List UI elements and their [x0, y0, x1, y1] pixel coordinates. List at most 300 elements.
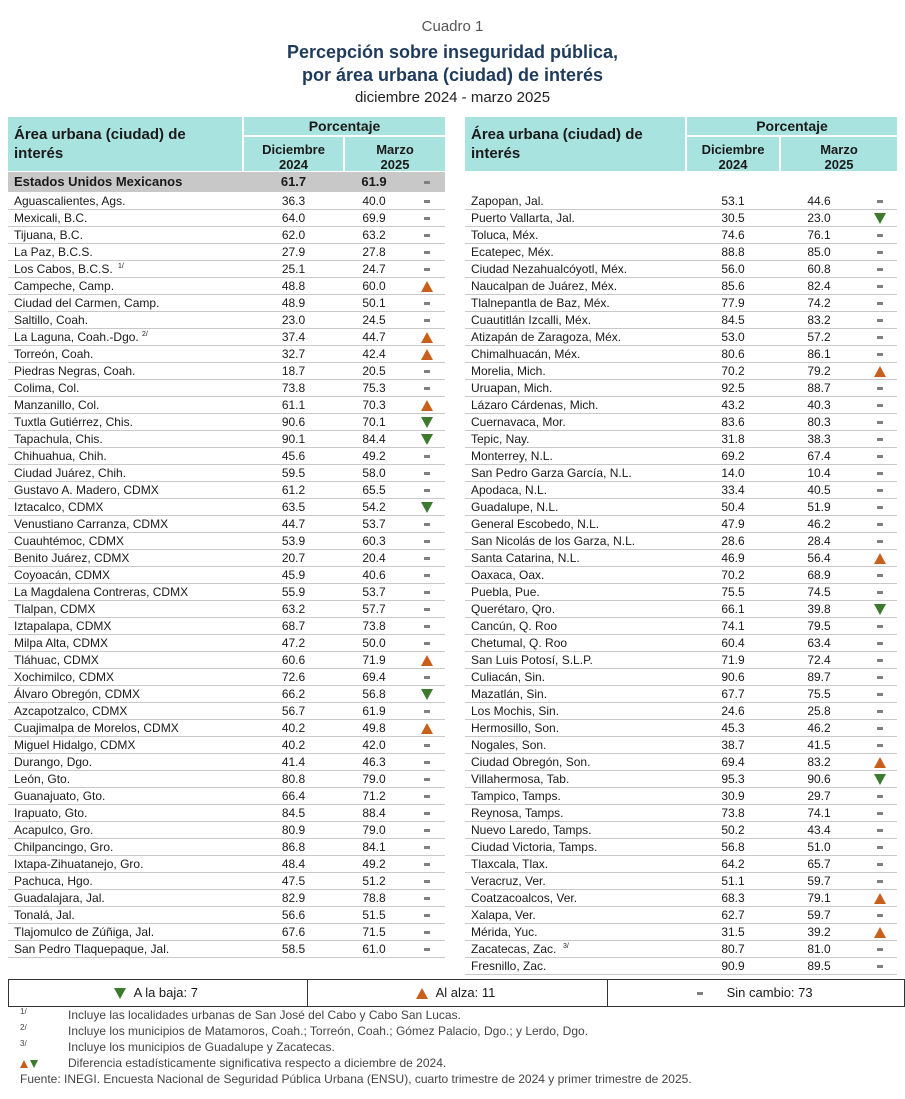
value-mar-2025: 61.0 [362, 942, 386, 956]
value-mar-2025: 79.0 [362, 823, 386, 837]
value-dic-2024: 66.1 [721, 602, 745, 616]
row-name: Torreón, Coah. [14, 347, 94, 361]
value-mar-2025: 44.7 [362, 330, 386, 344]
row-name: Cancún, Q. Roo [471, 619, 558, 633]
no-change-icon [877, 965, 883, 968]
row-name: Xochimilco, CDMX [14, 670, 115, 684]
footnote-1: Incluye las localidades urbanas de San José del Cabo y Cabo San Lucas. [68, 1008, 461, 1022]
value-mar-2025: 57.2 [807, 330, 831, 344]
value-mar-2025: 74.5 [807, 585, 831, 599]
value-dic-2024: 56.6 [281, 908, 306, 922]
row-name: Santa Catarina, N.L. [471, 551, 580, 565]
table-row [8, 584, 445, 600]
row-name: Coyoacán, CDMX [14, 568, 111, 582]
row-name: Tijuana, B.C. [14, 228, 83, 242]
value-dic-2024: 23.0 [281, 313, 306, 327]
table-row [465, 601, 897, 617]
no-change-icon [424, 181, 430, 184]
national-dic: 61.7 [280, 174, 307, 189]
value-dic-2024: 63.2 [281, 602, 306, 616]
table-row [465, 941, 897, 957]
row-name: Aguascalientes, Ags. [14, 194, 126, 208]
value-mar-2025: 59.7 [807, 908, 831, 922]
value-mar-2025: 90.6 [807, 772, 831, 786]
value-mar-2025: 56.8 [362, 687, 386, 701]
arrow-up-icon [416, 988, 428, 999]
table-row [465, 839, 897, 855]
trend-indicator [863, 465, 897, 481]
col-dic-header [244, 137, 343, 171]
value-dic-2024: 14.0 [721, 466, 745, 480]
trend-indicator [408, 499, 445, 515]
no-change-icon [877, 421, 883, 424]
porcentaje-header: Porcentaje [244, 117, 445, 135]
trend-indicator [408, 754, 445, 770]
value-dic-2024: 90.9 [721, 959, 745, 973]
no-change-icon [877, 693, 883, 696]
value-mar-2025: 57.7 [362, 602, 386, 616]
significance-icons [20, 1057, 38, 1069]
row-name: Ciudad Obregón, Son. [471, 755, 591, 769]
table-row [465, 958, 897, 974]
row-name: León, Gto. [14, 772, 71, 786]
row-name: Uruapan, Mich. [471, 381, 553, 395]
trend-indicator [408, 584, 445, 600]
table-row [8, 278, 445, 294]
table-row [465, 805, 897, 821]
trend-indicator [863, 261, 897, 277]
no-change-icon [424, 863, 430, 866]
trend-indicator [863, 210, 897, 226]
row-name: Guadalupe, N.L. [471, 500, 559, 514]
value-dic-2024: 24.6 [721, 704, 745, 718]
table-row [465, 312, 897, 328]
trend-indicator [408, 431, 445, 447]
row-name: Benito Juárez, CDMX [14, 551, 130, 565]
no-change-icon [424, 251, 430, 254]
table-row [465, 380, 897, 396]
no-change-icon [424, 880, 430, 883]
no-change-icon [424, 710, 430, 713]
table-row [465, 465, 897, 481]
arrow-up-icon [421, 655, 433, 666]
value-mar-2025: 39.8 [807, 602, 831, 616]
row-name: Azcapotzalco, CDMX [14, 704, 128, 718]
row-name: Los Mochis, Sin. [471, 704, 560, 718]
row-name: Piedras Negras, Coah. [14, 364, 136, 378]
table-row [465, 567, 897, 583]
value-mar-2025: 86.1 [807, 347, 831, 361]
no-change-icon [424, 200, 430, 203]
no-change-icon [877, 319, 883, 322]
value-mar-2025: 75.5 [807, 687, 831, 701]
table-row [8, 703, 445, 719]
value-dic-2024: 37.4 [281, 330, 306, 344]
row-name: Oaxaca, Oax. [471, 568, 545, 582]
row-name: Tlaxcala, Tlax. [471, 857, 549, 871]
no-change-icon [424, 829, 430, 832]
value-dic-2024: 62.7 [721, 908, 745, 922]
value-mar-2025: 56.4 [807, 551, 831, 565]
trend-indicator [863, 448, 897, 464]
trend-indicator [408, 414, 445, 430]
arrow-up-icon [421, 349, 433, 360]
value-mar-2025: 49.2 [362, 449, 386, 463]
row-name: Chihuahua, Chih. [14, 449, 107, 463]
value-mar-2025: 68.9 [807, 568, 831, 582]
trend-indicator [863, 856, 897, 872]
value-mar-2025: 70.3 [362, 398, 386, 412]
trend-indicator [408, 567, 445, 583]
value-mar-2025: 50.0 [362, 636, 386, 650]
value-mar-2025: 60.0 [362, 279, 386, 293]
table-row [465, 346, 897, 362]
no-change-icon [877, 676, 883, 679]
table-row [465, 737, 897, 753]
value-dic-2024: 63.5 [281, 500, 306, 514]
col-mar-header-right [781, 137, 897, 171]
trend-indicator [408, 397, 445, 413]
trend-indicator [408, 652, 445, 668]
value-dic-2024: 60.4 [721, 636, 745, 650]
row-name: Ecatepec, Méx. [471, 245, 554, 259]
row-footnote-mark: 3/ [563, 943, 569, 950]
value-dic-2024: 61.1 [281, 398, 306, 412]
trend-indicator [408, 278, 445, 294]
value-dic-2024: 64.2 [721, 857, 745, 871]
row-name: Colima, Col. [14, 381, 80, 395]
value-dic-2024: 36.3 [281, 194, 306, 208]
trend-indicator [408, 516, 445, 532]
row-name: Culiacán, Sin. [471, 670, 546, 684]
table-row [465, 414, 897, 430]
trend-indicator [408, 669, 445, 685]
value-mar-2025: 24.7 [362, 262, 386, 276]
value-dic-2024: 47.5 [281, 874, 306, 888]
row-name: Iztacalco, CDMX [14, 500, 104, 514]
significance-note: Diferencia estadísticamente significativa respecto a diciembre de 2024. [68, 1056, 447, 1070]
no-change-icon [877, 846, 883, 849]
trend-indicator [863, 771, 897, 787]
row-name: Campeche, Camp. [14, 279, 115, 293]
row-name: Fresnillo, Zac. [471, 959, 547, 973]
row-name: Reynosa, Tamps. [471, 806, 564, 820]
no-change-icon [877, 880, 883, 883]
area-header-line1: Área urbana (ciudad) de [14, 126, 186, 143]
value-dic-2024: 20.7 [281, 551, 306, 565]
value-dic-2024: 64.0 [281, 211, 306, 225]
value-dic-2024: 90.1 [281, 432, 306, 446]
value-mar-2025: 40.0 [362, 194, 386, 208]
arrow-down-icon [874, 774, 886, 785]
table-row [8, 635, 445, 651]
arrow-down-icon [874, 604, 886, 615]
trend-indicator [863, 329, 897, 345]
value-dic-2024: 73.8 [721, 806, 745, 820]
no-change-icon [877, 387, 883, 390]
table-row [8, 363, 445, 379]
value-dic-2024: 86.8 [281, 840, 306, 854]
value-mar-2025: 40.3 [807, 398, 831, 412]
value-dic-2024: 84.5 [281, 806, 306, 820]
legend-down [114, 980, 198, 1006]
value-dic-2024: 48.8 [281, 279, 306, 293]
trend-indicator [408, 312, 445, 328]
row-name: Acapulco, Gro. [14, 823, 94, 837]
trend-indicator [863, 907, 897, 923]
no-change-icon [424, 812, 430, 815]
value-mar-2025: 38.3 [807, 432, 831, 446]
row-name: San Nicolás de los Garza, N.L. [471, 534, 636, 548]
value-mar-2025: 85.0 [807, 245, 831, 259]
no-change-icon [877, 404, 883, 407]
row-name: Cuautitlán Izcalli, Méx. [471, 313, 592, 327]
row-name: Xalapa, Ver. [471, 908, 536, 922]
trend-indicator [408, 227, 445, 243]
table-row [465, 907, 897, 923]
value-dic-2024: 80.7 [721, 942, 745, 956]
table-row [8, 686, 445, 702]
trend-indicator [408, 363, 445, 379]
value-mar-2025: 25.8 [807, 704, 831, 718]
arrow-up-icon [421, 281, 433, 292]
value-mar-2025: 58.0 [362, 466, 386, 480]
col-mar-right-line1: Marzo [820, 142, 858, 157]
row-name: Monterrey, N.L. [471, 449, 553, 463]
table-row [8, 907, 445, 923]
row-name: Cuernavaca, Mor. [471, 415, 566, 429]
no-change-icon [424, 591, 430, 594]
row-name: Querétaro, Qro. [471, 602, 556, 616]
value-mar-2025: 79.1 [807, 891, 831, 905]
value-mar-2025: 51.5 [362, 908, 386, 922]
value-dic-2024: 30.9 [721, 789, 745, 803]
value-mar-2025: 79.5 [807, 619, 831, 633]
trend-indicator [863, 686, 897, 702]
row-name: San Pedro Tlaquepaque, Jal. [14, 942, 170, 956]
arrow-up-icon [874, 757, 886, 768]
value-mar-2025: 54.2 [362, 500, 386, 514]
value-dic-2024: 18.7 [281, 364, 306, 378]
value-dic-2024: 82.9 [281, 891, 306, 905]
col-dic-header-right [687, 137, 779, 171]
value-dic-2024: 90.6 [281, 415, 306, 429]
row-name: Cuauhtémoc, CDMX [14, 534, 125, 548]
table-row [465, 584, 897, 600]
value-mar-2025: 70.1 [362, 415, 386, 429]
trend-indicator [863, 669, 897, 685]
footnote-3-mark: 3/ [20, 1039, 27, 1048]
table-row [8, 669, 445, 685]
col-dic-line1: Diciembre [262, 142, 325, 157]
value-dic-2024: 47.2 [281, 636, 306, 650]
value-dic-2024: 67.6 [281, 925, 306, 939]
arrow-down-icon [421, 417, 433, 428]
table-row [8, 482, 445, 498]
trend-indicator [863, 397, 897, 413]
value-dic-2024: 43.2 [721, 398, 745, 412]
no-change-icon [877, 540, 883, 543]
trend-indicator [408, 329, 445, 345]
table-row [8, 737, 445, 753]
value-dic-2024: 75.5 [721, 585, 745, 599]
value-mar-2025: 46.3 [362, 755, 386, 769]
trend-indicator [408, 482, 445, 498]
row-name: Nogales, Son. [471, 738, 547, 752]
value-dic-2024: 67.7 [721, 687, 745, 701]
trend-indicator [863, 482, 897, 498]
no-change-icon [424, 608, 430, 611]
value-dic-2024: 38.7 [721, 738, 745, 752]
legend-up-label: Al alza: 11 [435, 985, 496, 1000]
table-row [8, 822, 445, 838]
value-dic-2024: 80.8 [281, 772, 306, 786]
table-row [465, 720, 897, 736]
no-change-icon [877, 795, 883, 798]
no-change-icon [424, 897, 430, 900]
row-name: La Magdalena Contreras, CDMX [14, 585, 189, 599]
value-dic-2024: 77.9 [721, 296, 745, 310]
trend-indicator [863, 346, 897, 362]
value-mar-2025: 79.2 [807, 364, 831, 378]
table-row [8, 771, 445, 787]
value-dic-2024: 70.2 [721, 364, 745, 378]
arrow-up-icon [421, 723, 433, 734]
value-mar-2025: 74.2 [807, 296, 831, 310]
arrow-up-icon [874, 366, 886, 377]
value-dic-2024: 32.7 [281, 347, 306, 361]
table-row [465, 431, 897, 447]
arrow-down-icon [421, 689, 433, 700]
row-name: Irapuato, Gto. [14, 806, 88, 820]
row-name: Naucalpan de Juárez, Méx. [471, 279, 618, 293]
row-name: Zapopan, Jal. [471, 194, 544, 208]
no-change-icon [424, 625, 430, 628]
value-mar-2025: 46.2 [807, 721, 831, 735]
no-change-icon [877, 591, 883, 594]
value-dic-2024: 44.7 [281, 517, 306, 531]
row-name: Apodaca, N.L. [471, 483, 548, 497]
table-row [465, 618, 897, 634]
table-row [8, 567, 445, 583]
table-row [465, 822, 897, 838]
no-change-icon [424, 455, 430, 458]
no-change-icon [424, 795, 430, 798]
table-row [8, 873, 445, 889]
row-name: General Escobedo, N.L. [471, 517, 600, 531]
value-dic-2024: 45.9 [281, 568, 306, 582]
row-name: Tuxtla Gutiérrez, Chis. [14, 415, 133, 429]
value-dic-2024: 47.9 [721, 517, 745, 531]
value-dic-2024: 25.1 [281, 262, 306, 276]
trend-indicator [408, 244, 445, 260]
table-row [465, 329, 897, 345]
arrow-up-icon [20, 1060, 28, 1068]
table-row [465, 448, 897, 464]
table-row [465, 210, 897, 226]
value-mar-2025: 79.0 [362, 772, 386, 786]
table-row [465, 516, 897, 532]
value-dic-2024: 69.4 [721, 755, 745, 769]
arrow-up-icon [874, 893, 886, 904]
no-change-icon [424, 676, 430, 679]
value-dic-2024: 31.8 [721, 432, 745, 446]
value-mar-2025: 49.2 [362, 857, 386, 871]
row-name: Nuevo Laredo, Tamps. [471, 823, 592, 837]
trend-indicator [863, 652, 897, 668]
value-dic-2024: 83.6 [721, 415, 745, 429]
value-mar-2025: 69.9 [362, 211, 386, 225]
table-row [8, 720, 445, 736]
table-row [8, 295, 445, 311]
no-change-icon [424, 523, 430, 526]
row-name: Puerto Vallarta, Jal. [471, 211, 575, 225]
value-mar-2025: 89.7 [807, 670, 831, 684]
row-name: Manzanillo, Col. [14, 398, 100, 412]
row-name: Guadalajara, Jal. [14, 891, 105, 905]
table-row [465, 227, 897, 243]
value-dic-2024: 85.6 [721, 279, 745, 293]
table-row [465, 686, 897, 702]
trend-indicator [863, 431, 897, 447]
value-mar-2025: 83.2 [807, 313, 831, 327]
row-name: Atizapán de Zaragoza, Méx. [471, 330, 622, 344]
table-row [465, 788, 897, 804]
value-dic-2024: 27.9 [281, 245, 306, 259]
value-mar-2025: 73.8 [362, 619, 386, 633]
arrow-up-icon [421, 332, 433, 343]
value-dic-2024: 46.9 [721, 551, 745, 565]
row-name: Morelia, Mich. [471, 364, 546, 378]
subtitle: diciembre 2024 - marzo 2025 [354, 89, 551, 106]
table-row [465, 890, 897, 906]
no-change-icon [424, 846, 430, 849]
trend-indicator [408, 193, 445, 209]
row-name: Miguel Hidalgo, CDMX [14, 738, 136, 752]
table-row [8, 856, 445, 872]
table-row [8, 618, 445, 634]
value-dic-2024: 80.6 [721, 347, 745, 361]
source-note: Fuente: INEGI. Encuesta Nacional de Seguridad Pública Urbana (ENSU), cuarto trimestre de 2024 y primer trimestre de 2025. [20, 1072, 692, 1086]
title-line-1: Percepción sobre inseguridad pública, [286, 42, 619, 62]
table-row [8, 431, 445, 447]
legend-up [416, 980, 495, 1006]
value-mar-2025: 84.4 [362, 432, 386, 446]
trend-indicator [408, 805, 445, 821]
row-name: Chetumal, Q. Roo [471, 636, 568, 650]
no-change-icon [877, 523, 883, 526]
no-change-icon [877, 710, 883, 713]
value-dic-2024: 72.6 [281, 670, 306, 684]
value-mar-2025: 40.6 [362, 568, 386, 582]
table-row [465, 924, 897, 940]
legend-eq [697, 980, 813, 1006]
footnote-2-mark: 2/ [20, 1023, 27, 1032]
row-name: Tláhuac, CDMX [14, 653, 99, 667]
trend-indicator [408, 873, 445, 889]
value-dic-2024: 31.5 [721, 925, 745, 939]
table-row [465, 754, 897, 770]
table-row [465, 550, 897, 566]
trend-indicator [863, 550, 897, 566]
legend-down-label: A la baja: 7 [133, 985, 198, 1000]
table-row [8, 652, 445, 668]
row-name: Tampico, Tamps. [471, 789, 561, 803]
area-header-right-line1: Área urbana (ciudad) de [471, 126, 643, 143]
trend-indicator [408, 533, 445, 549]
value-dic-2024: 56.0 [721, 262, 745, 276]
arrow-down-icon [421, 434, 433, 445]
